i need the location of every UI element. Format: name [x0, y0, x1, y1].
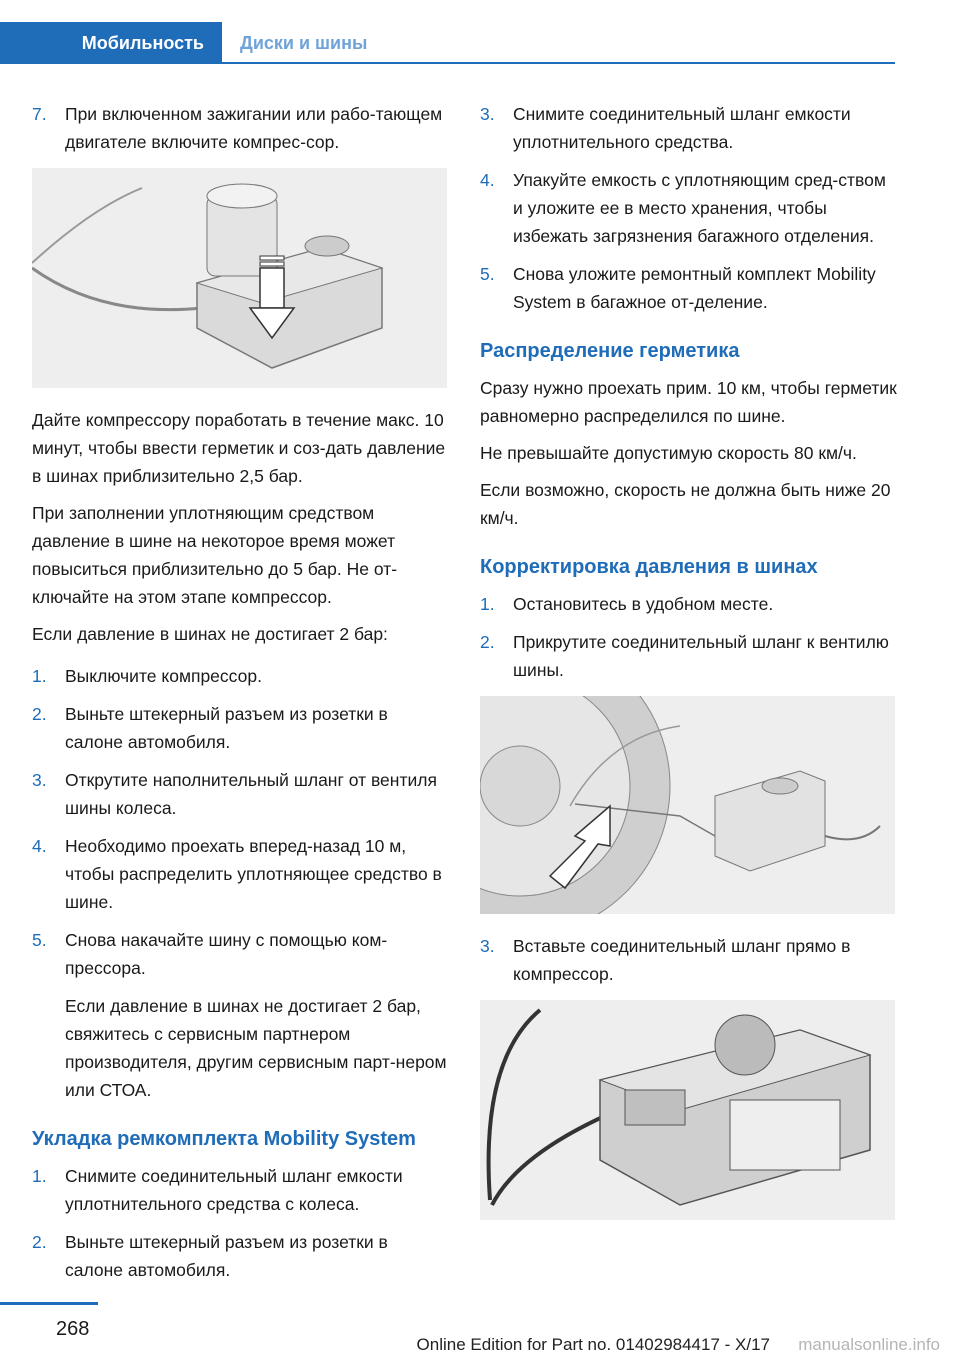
footer-rule [0, 1302, 98, 1305]
list-item [32, 100, 447, 156]
step-text: Упакуйте емкость с уплотняющим сред-ством и уложите ее в место хранения, чтобы избежать загрязнения багажного отделения. [513, 170, 886, 246]
step-number: 2. [480, 632, 495, 652]
paragraph: Не превышайте допустимую скорость 80 км/ч. [480, 443, 857, 463]
step-number: 5. [32, 930, 47, 950]
step-number: 4. [32, 836, 47, 856]
section-heading: Корректировка давления в шинах [480, 556, 818, 578]
paragraph: Если давление в шинах не достигает 2 бар: [32, 624, 388, 644]
list-item [480, 260, 900, 316]
list-item [32, 926, 447, 982]
list-item [480, 932, 900, 988]
tab-mobility[interactable]: Мобильность [0, 22, 222, 62]
compressor-hose-illustration [480, 1000, 895, 1220]
paragraph: Если возможно, скорость не должна быть ниже 20 км/ч. [480, 480, 891, 528]
list-item [32, 1162, 447, 1218]
step-number: 4. [480, 170, 495, 190]
tab-wheels-tires[interactable]: Диски и шины [240, 33, 368, 53]
step-text: Необходимо проехать вперед-назад 10 м, чтобы распределить уплотняющее средство в шине. [65, 836, 442, 912]
paragraph: Сразу нужно проехать прим. 10 км, чтобы герметик равномерно распределился по шине. [480, 378, 897, 426]
section-heading: Укладка ремкомплекта Mobility System [32, 1128, 416, 1150]
step-text: Вставьте соединительный шланг прямо в компрессор. [513, 936, 851, 984]
right-column [480, 100, 900, 1238]
step-number: 3. [480, 936, 495, 956]
step-text: Прикрутите соединительный шланг к вентилю шины. [513, 632, 889, 680]
step-number: 5. [480, 264, 495, 284]
step-number: 1. [32, 666, 47, 686]
step-text: Выньте штекерный разъем из розетки в салоне автомобиля. [65, 1232, 388, 1280]
list-item [32, 832, 447, 916]
section-heading: Распределение герметика [480, 340, 740, 362]
step-text: Снова накачайте шину с помощью ком-прессора. [65, 930, 388, 978]
step-text: Выключите компрессор. [65, 666, 262, 686]
step-text: Открутите наполнительный шланг от вентиля шины колеса. [65, 770, 437, 818]
list-item [32, 766, 447, 822]
left-column [32, 100, 447, 1294]
edition-note: Online Edition for Part no. 01402984417 - X/17 [416, 1335, 770, 1354]
step-number: 2. [32, 1232, 47, 1252]
step-text: Выньте штекерный разъем из розетки в салоне автомобиля. [65, 704, 388, 752]
list-item [32, 662, 447, 690]
step-text: Снова уложите ремонтный комплект Mobility System в багажное от-деление. [513, 264, 876, 312]
page-number: 268 [56, 1318, 90, 1340]
paragraph: Дайте компрессору поработать в течение макс. 10 минут, чтобы ввести герметик и соз-дать давление в шинах приблизительно 2,5 бар. [32, 410, 446, 486]
header-tabbar [0, 22, 895, 64]
step-number: 3. [480, 104, 495, 124]
step-text: Остановитесь в удобном месте. [513, 594, 774, 614]
tire-valve-illustration [480, 696, 895, 914]
list-item [480, 100, 900, 156]
step-text: При включенном зажигании или рабо-тающем двигателе включите компрес-сор. [65, 104, 443, 152]
watermark: manualsonline.info [798, 1335, 940, 1354]
list-item [480, 166, 900, 250]
compressor-illustration [32, 168, 447, 388]
list-item [32, 700, 447, 756]
step-number: 1. [32, 1166, 47, 1186]
list-item [480, 590, 900, 618]
step-text: Снимите соединительный шланг емкости уплотнительного средства с колеса. [65, 1166, 403, 1214]
step-number: 7. [32, 104, 47, 124]
sub-paragraph: Если давление в шинах не достигает 2 бар, свяжитесь с сервисным партнером производителя, другим сервисным парт-нером или СТОА. [65, 996, 447, 1100]
step-number: 1. [480, 594, 495, 614]
list-item [480, 628, 900, 684]
paragraph: При заполнении уплотняющим средством давление в шине на некоторое время может повыситься приблизительно до 5 бар. Не от-ключайте на этом этапе компрессор. [32, 503, 398, 607]
step-number: 3. [32, 770, 47, 790]
step-text: Снимите соединительный шланг емкости уплотнительного средства. [513, 104, 851, 152]
list-item [32, 1228, 447, 1284]
step-number: 2. [32, 704, 47, 724]
